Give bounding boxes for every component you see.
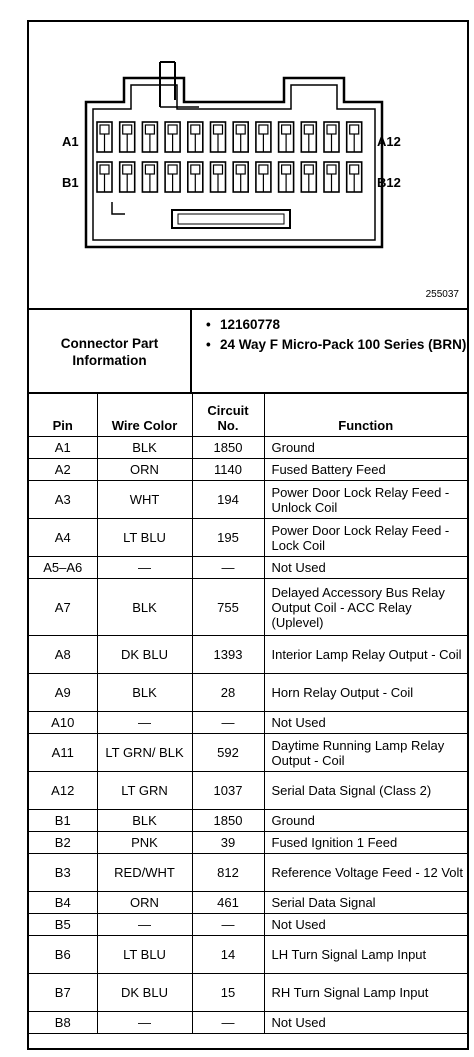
cavity-terminal: [350, 165, 359, 174]
table-row: [29, 636, 467, 674]
wire-color-cell: —: [97, 712, 192, 734]
wire-color-cell: —: [97, 914, 192, 936]
label-a12: A12: [377, 134, 401, 149]
pin-cell: A1: [29, 437, 97, 459]
table-row: [29, 914, 467, 936]
bullet-icon: •: [206, 337, 211, 352]
function-cell: Horn Relay Output - Coil: [264, 674, 467, 712]
pin-cell: A11: [29, 734, 97, 772]
wire-color-cell: WHT: [97, 481, 192, 519]
cavity-terminal: [168, 165, 177, 174]
circuit-cell: 194: [192, 481, 264, 519]
pin-cell: B4: [29, 892, 97, 914]
table-row: [29, 579, 467, 636]
cavity-terminal: [259, 165, 268, 174]
function-cell: Reference Voltage Feed - 12 Volt: [264, 854, 467, 892]
function-cell: Ground: [264, 437, 467, 459]
function-cell: Ground: [264, 810, 467, 832]
wire-color-cell: —: [97, 557, 192, 579]
cavity-terminal: [259, 125, 268, 134]
pin-cell: B6: [29, 936, 97, 974]
cavity-terminal: [123, 165, 132, 174]
wire-color-cell: BLK: [97, 437, 192, 459]
function-cell: Serial Data Signal (Class 2): [264, 772, 467, 810]
function-cell: Daytime Running Lamp Relay Output - Coil: [264, 734, 467, 772]
info-item: [206, 316, 467, 333]
wire-color-cell: BLK: [97, 579, 192, 636]
cavity-terminal: [304, 125, 313, 134]
table-row: [29, 481, 467, 519]
wire-color-cell: ORN: [97, 892, 192, 914]
function-cell: Fused Battery Feed: [264, 459, 467, 481]
pin-cell: B2: [29, 832, 97, 854]
wire-color-cell: LT BLU: [97, 936, 192, 974]
pin-cell: A12: [29, 772, 97, 810]
pinout-table: [29, 392, 467, 1034]
pin-cell: A5–A6: [29, 557, 97, 579]
cavity-terminal: [100, 165, 109, 174]
circuit-cell: 14: [192, 936, 264, 974]
circuit-cell: 15: [192, 974, 264, 1012]
pin-cell: A2: [29, 459, 97, 481]
part-number: 12160778: [220, 317, 281, 332]
cavity-terminal: [282, 165, 291, 174]
info-list: [192, 308, 467, 392]
circuit-cell: —: [192, 914, 264, 936]
function-cell: Serial Data Signal: [264, 892, 467, 914]
cavity-terminal: [327, 165, 336, 174]
wire-color-cell: LT BLU: [97, 519, 192, 557]
function-cell: Not Used: [264, 557, 467, 579]
wire-color-cell: —: [97, 1012, 192, 1034]
cavity-terminal: [350, 125, 359, 134]
table-row: [29, 557, 467, 579]
label-b1: B1: [62, 175, 79, 190]
table-row: [29, 832, 467, 854]
function-cell: Fused Ignition 1 Feed: [264, 832, 467, 854]
cavity-terminal: [304, 165, 313, 174]
circuit-cell: —: [192, 557, 264, 579]
function-cell: Delayed Accessory Bus Relay Output Coil - ACC Relay (Uplevel): [264, 579, 467, 636]
table-row: [29, 459, 467, 481]
header-pin: Pin: [29, 392, 97, 437]
circuit-cell: 812: [192, 854, 264, 892]
connector-description: 24 Way F Micro-Pack 100 Series (BRN): [220, 337, 467, 352]
pin-cell: A7: [29, 579, 97, 636]
info-title: [29, 308, 192, 392]
circuit-cell: 461: [192, 892, 264, 914]
info-title-line2: Information: [72, 353, 147, 368]
header-function: Function: [264, 392, 467, 437]
function-cell: Power Door Lock Relay Feed - Unlock Coil: [264, 481, 467, 519]
bullet-icon: •: [206, 317, 211, 332]
wire-color-cell: LT GRN/ BLK: [97, 734, 192, 772]
figure-id: 255037: [425, 289, 459, 300]
table-row: [29, 974, 467, 1012]
cavity-terminal: [123, 125, 132, 134]
cavity-terminal: [214, 165, 223, 174]
cavity-terminal: [145, 125, 154, 134]
connector-figure: [29, 22, 467, 310]
cavity-terminal: [100, 125, 109, 134]
wire-color-cell: RED/WHT: [97, 854, 192, 892]
circuit-cell: 592: [192, 734, 264, 772]
circuit-cell: —: [192, 1012, 264, 1034]
wire-color-cell: LT GRN: [97, 772, 192, 810]
pin-cell: B8: [29, 1012, 97, 1034]
header-row: [29, 392, 467, 437]
pin-cell: B5: [29, 914, 97, 936]
label-a1: A1: [62, 134, 79, 149]
cavity-terminal: [168, 125, 177, 134]
wire-color-cell: BLK: [97, 674, 192, 712]
function-cell: Power Door Lock Relay Feed - Lock Coil: [264, 519, 467, 557]
circuit-cell: 1037: [192, 772, 264, 810]
circuit-cell: 755: [192, 579, 264, 636]
cavity-terminal: [282, 125, 291, 134]
table-row: [29, 519, 467, 557]
wire-color-cell: DK BLU: [97, 636, 192, 674]
function-cell: RH Turn Signal Lamp Input: [264, 974, 467, 1012]
circuit-cell: 1850: [192, 437, 264, 459]
table-row: [29, 1012, 467, 1034]
connector-drawing: [29, 22, 467, 308]
pin-cell: A10: [29, 712, 97, 734]
table-row: [29, 772, 467, 810]
table-row: [29, 734, 467, 772]
wire-color-cell: PNK: [97, 832, 192, 854]
label-b12: B12: [377, 175, 401, 190]
wire-color-cell: BLK: [97, 810, 192, 832]
wire-color-cell: DK BLU: [97, 974, 192, 1012]
table-row: [29, 437, 467, 459]
circuit-cell: 1393: [192, 636, 264, 674]
pin-cell: A4: [29, 519, 97, 557]
circuit-cell: 1850: [192, 810, 264, 832]
function-cell: Not Used: [264, 914, 467, 936]
circuit-cell: 195: [192, 519, 264, 557]
circuit-cell: 28: [192, 674, 264, 712]
table-row: [29, 936, 467, 974]
pin-cell: A8: [29, 636, 97, 674]
table-row: [29, 854, 467, 892]
info-item: [206, 336, 467, 353]
cavity-terminal: [145, 165, 154, 174]
circuit-cell: 1140: [192, 459, 264, 481]
table-row: [29, 810, 467, 832]
table-row: [29, 712, 467, 734]
function-cell: Interior Lamp Relay Output - Coil: [264, 636, 467, 674]
header-wire-color: Wire Color: [97, 392, 192, 437]
pin-cell: A3: [29, 481, 97, 519]
wire-color-cell: ORN: [97, 459, 192, 481]
pin-cell: B1: [29, 810, 97, 832]
pin-cell: B7: [29, 974, 97, 1012]
function-cell: Not Used: [264, 1012, 467, 1034]
function-cell: LH Turn Signal Lamp Input: [264, 936, 467, 974]
function-cell: Not Used: [264, 712, 467, 734]
cavity-terminal: [191, 165, 200, 174]
cavity-terminal: [327, 125, 336, 134]
cavity-terminal: [236, 125, 245, 134]
table-row: [29, 892, 467, 914]
header-circuit-line2: No.: [217, 418, 239, 433]
pin-cell: B3: [29, 854, 97, 892]
table-row: [29, 674, 467, 712]
connector-sheet: [27, 20, 469, 1050]
pin-cell: A9: [29, 674, 97, 712]
header-circuit-line1: Circuit: [207, 403, 249, 418]
header-circuit: [192, 392, 264, 437]
info-title-line1: Connector Part: [60, 336, 159, 351]
cavity-terminal: [214, 125, 223, 134]
circuit-cell: —: [192, 712, 264, 734]
cavity-terminal: [236, 165, 245, 174]
connector-part-info: [29, 308, 467, 394]
circuit-cell: 39: [192, 832, 264, 854]
cavity-terminal: [191, 125, 200, 134]
